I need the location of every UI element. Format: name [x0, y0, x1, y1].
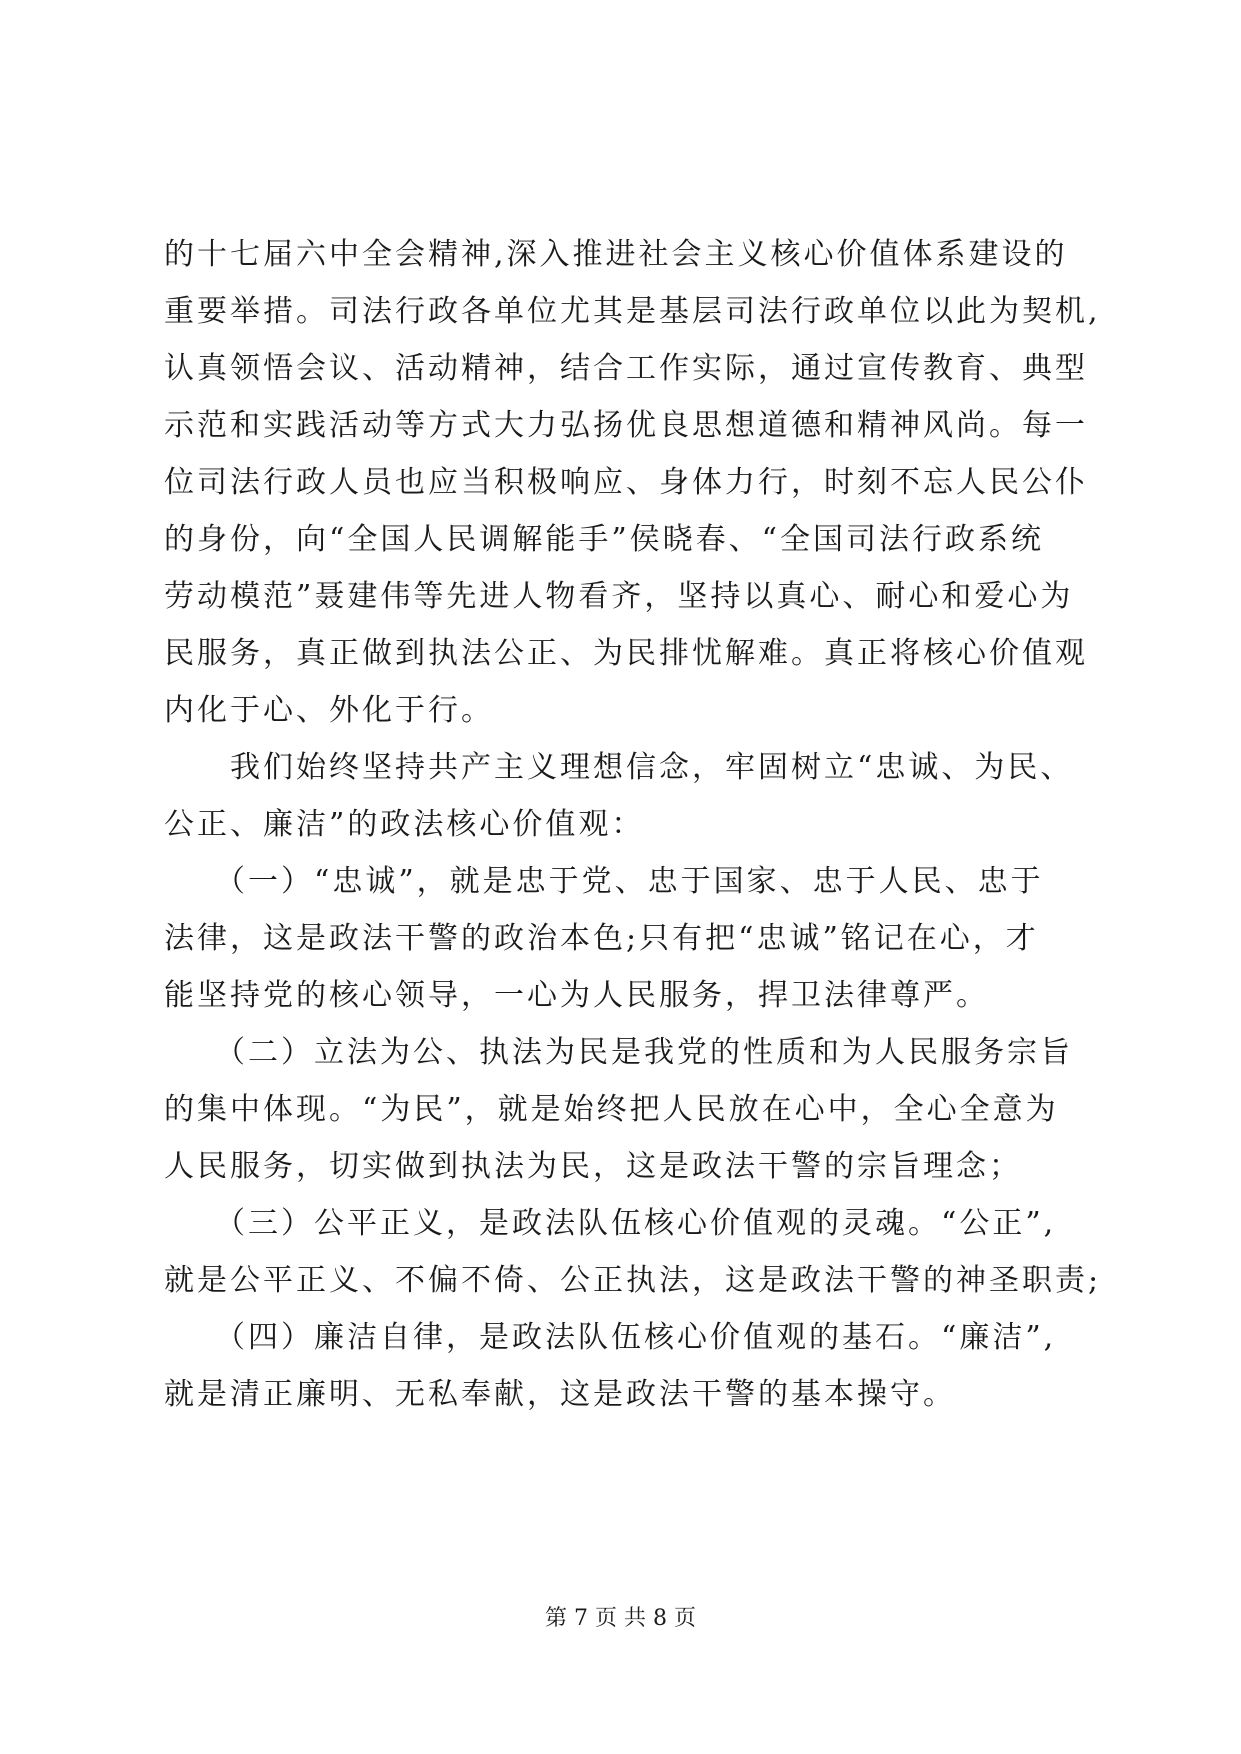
text-line: 劳动模范”聂建伟等先进人物看齐，坚持以真心、耐心和爱心为	[164, 579, 1074, 614]
text-line: 示范和实践活动等方式大力弘扬优良思想道德和精神风尚。每一	[164, 408, 1088, 443]
page-number-footer: 第 7 页 共 8 页	[545, 1606, 696, 1631]
text-line: 公正、廉洁”的政法核心价值观：	[164, 807, 645, 842]
text-line: 我们始终坚持共产主义理想信念，牢固树立“忠诚、为民、	[164, 750, 1074, 785]
text-line: 内化于心、外化于行。	[164, 693, 494, 728]
text-line: 的集中体现。“为民”，就是始终把人民放在心中，全心全意为	[164, 1092, 1059, 1127]
text-line: 能坚持党的核心领导，一心为人民服务，捍卫法律尊严。	[164, 978, 989, 1013]
text-line: 民服务，真正做到执法公正、为民排忧解难。真正将核心价值观	[164, 636, 1088, 671]
text-line: （二）立法为公、执法为民是我党的性质和为人民服务宗旨	[164, 1035, 1073, 1070]
text-line: （三）公平正义，是政法队伍核心价值观的灵魂。“公正”,	[164, 1206, 1057, 1241]
text-line: 位司法行政人员也应当积极响应、身体力行，时刻不忘人民公仆	[164, 465, 1088, 500]
text-line: 就是清正廉明、无私奉献，这是政法干警的基本操守。	[164, 1377, 956, 1412]
text-line: 重要举措。司法行政各单位尤其是基层司法行政单位以此为契机,	[164, 294, 1101, 329]
text-line: （一）“忠诚”，就是忠于党、忠于国家、忠于人民、忠于	[164, 864, 1044, 899]
text-line: 人民服务，切实做到执法为民，这是政法干警的宗旨理念；	[164, 1149, 1022, 1184]
text-line: 认真领悟会议、活动精神，结合工作实际，通过宣传教育、典型	[164, 351, 1088, 386]
text-line: （四）廉洁自律，是政法队伍核心价值观的基石。“廉洁”,	[164, 1320, 1057, 1355]
body-text	[164, 226, 1124, 1423]
text-line: 法律，这是政法干警的政治本色;只有把“忠诚”铭记在心，才	[164, 921, 1039, 956]
text-line: 的身份，向“全国人民调解能手”侯晓春、“全国司法行政系统	[164, 522, 1045, 557]
text-line: 就是公平正义、不偏不倚、公正执法，这是政法干警的神圣职责;	[164, 1263, 1102, 1298]
text-line: 的十七届六中全会精神,深入推进社会主义核心价值体系建设的	[164, 237, 1068, 272]
